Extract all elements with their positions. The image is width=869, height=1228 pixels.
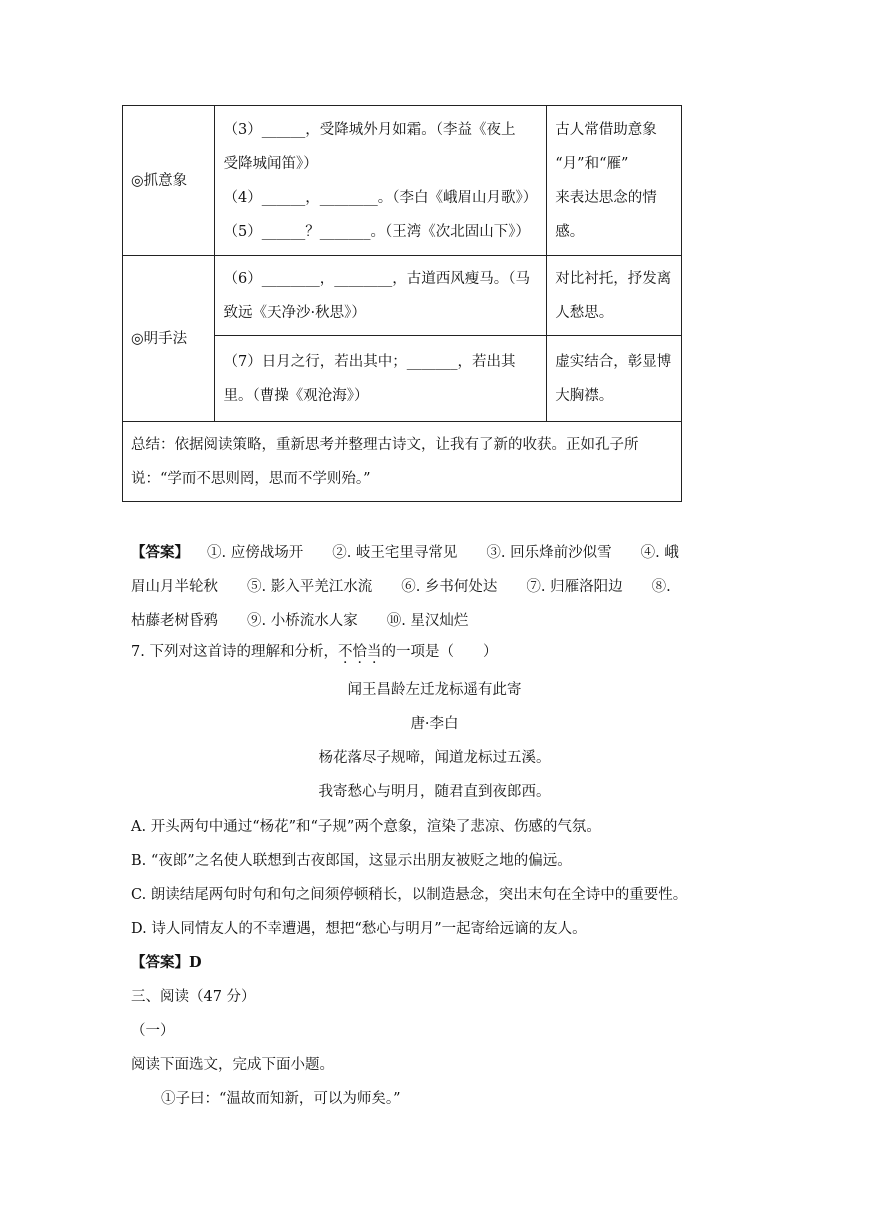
option-d: D. 诗人同情友人的不幸遭遇，想把“愁心与明月”一起寄给远谪的友人。	[131, 921, 587, 937]
imagery-note-cell	[547, 106, 682, 256]
technique-b-cell	[215, 336, 547, 422]
blank-line: （7）日月之行，若出其中；_______，若出其	[223, 353, 516, 370]
blank-line: （3）______，受降城外月如霜。（李益《夜上	[223, 121, 516, 138]
poem-line: 杨花落尽子规啼，闻道龙标过五溪。	[318, 750, 551, 766]
note-line: 对比衬托，抒发离	[555, 270, 672, 287]
question-7-answer: 【答案】D	[131, 954, 202, 971]
option-c: C. 朗读结尾两句时句和句之间须停顿稍长，以制造悬念，突出末句在全诗中的重要性。	[131, 887, 688, 903]
poem-line: 我寄愁心与明月，随君直到夜郎西。	[318, 784, 551, 800]
section-heading: 三、阅读（47 分）	[131, 989, 256, 1005]
blank-line: 受降城闻笛》）	[223, 155, 318, 172]
note-line: 虚实结合，彰显博	[555, 353, 672, 370]
row-label-imagery: ◎抓意象	[123, 106, 215, 256]
emphasis-char: 不	[337, 644, 353, 660]
option-a: A. 开头两句中通过“杨花”和“子规”两个意象，渲染了悲凉、伤感的气氛。	[131, 819, 601, 835]
answer-line-3: 枯藤老树昏鸦 ⑨. 小桥流水人家 ⑩. 星汉灿烂	[131, 613, 469, 629]
row-label-technique: ◎明手法	[123, 256, 215, 422]
passage-paragraph: ①子曰：“温故而知新，可以为师矣。”	[161, 1091, 401, 1107]
note-line: 人愁思。	[555, 304, 614, 321]
note-line: “月”和“雁”	[555, 155, 629, 172]
note-line: 感。	[555, 223, 585, 240]
poem-title: 闻王昌龄左迁龙标遥有此寄	[347, 682, 522, 698]
blank-line: 致远《天净沙·秋思》）	[223, 304, 366, 321]
blank-line: （6）________，________，古道西风瘦马。（马	[223, 270, 530, 287]
technique-a-note	[547, 256, 682, 336]
note-line: 来表达思念的情	[555, 189, 657, 206]
summary-line: 总结：依据阅读策略，重新思考并整理古诗文，让我有了新的收获。正如孔子所	[131, 436, 639, 453]
technique-b-note	[547, 336, 682, 422]
answer-line-1	[131, 543, 679, 563]
emphasis-char: 恰	[352, 644, 367, 660]
option-b: B. “夜郎”之名使人联想到古夜郎国，这显示出朋友被贬之地的偏远。	[131, 853, 572, 869]
summary-cell	[123, 422, 682, 502]
reading-strategy-table	[122, 105, 682, 502]
answer-tag: 【答案】	[131, 544, 189, 561]
poem-author: 唐·李白	[410, 716, 459, 732]
blank-line: （5）______？_______。（王湾《次北固山下》）	[223, 223, 530, 240]
answer-text: ①. 应傍战场开 ②. 岐王宅里寻常见 ③. 回乐烽前沙似雪 ④. 峨	[207, 545, 679, 561]
stem-text: 的一项是（ ）	[381, 644, 498, 660]
note-line: 古人常借助意象	[555, 121, 657, 138]
emphasis-char: 当	[366, 644, 382, 660]
answer-line-2: 眉山月半轮秋 ⑤. 影入平羌江水流 ⑥. 乡书何处达 ⑦. 归雁洛阳边 ⑧.	[131, 579, 671, 595]
blank-line: 里。（曹操《观沧海》）	[223, 387, 369, 404]
reading-instruction: 阅读下面选文，完成下面小题。	[131, 1057, 334, 1073]
stem-text: 7. 下列对这首诗的理解和分析，	[131, 644, 338, 660]
imagery-blanks-cell	[215, 106, 547, 256]
summary-line: 说：“学而不思则罔，思而不学则殆。”	[131, 470, 371, 487]
question-7-stem	[131, 642, 497, 662]
note-line: 大胸襟。	[555, 387, 614, 404]
technique-a-cell	[215, 256, 547, 336]
subsection-label: （一）	[131, 1023, 175, 1039]
blank-line: （4）______，________。（李白《峨眉山月歌》）	[223, 189, 538, 206]
